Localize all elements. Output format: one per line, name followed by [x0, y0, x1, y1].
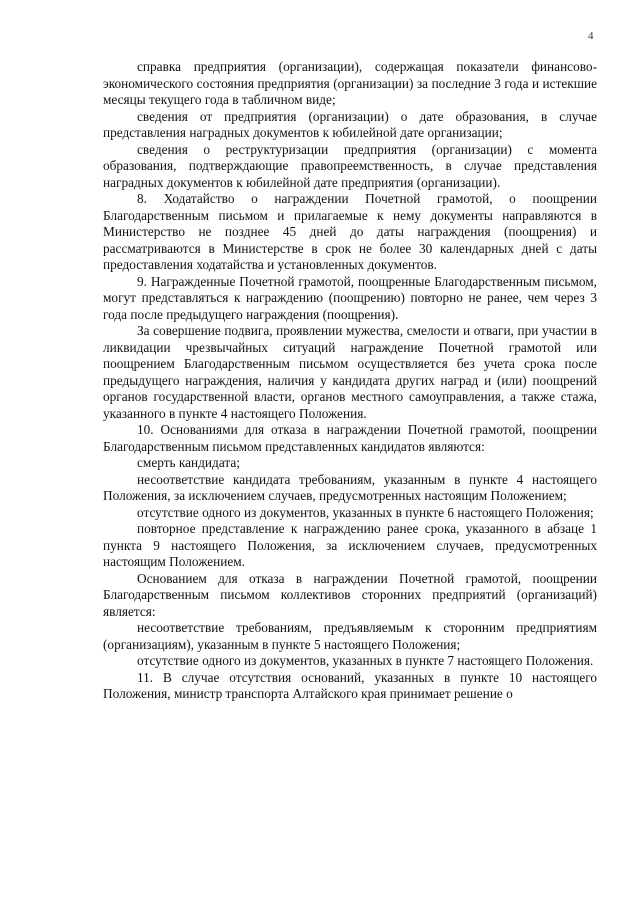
paragraph: отсутствие одного из документов, указанных в пункте 6 настоящего Положения;	[137, 504, 594, 520]
paragraph: 9. Награжденные Почетной грамотой, поощренные Благодарственным письмом, могут представляться к награждению (поощрению) повторно не ранее, чем через 3 года после предыдущего награждения (поощрения).	[103, 273, 597, 322]
paragraph: несоответствие требованиям, предъявляемым к сторонним предприятиям (организациям), указанным в пункте 5 настоящего Положения;	[103, 620, 597, 652]
document-body	[103, 59, 597, 703]
paragraph: сведения от предприятия (организации) о дате образования, в случае представления наградных документов к юбилейной дате организации;	[103, 108, 597, 140]
paragraph: отсутствие одного из документов, указанных в пункте 7 настоящего Положения.	[137, 653, 594, 668]
paragraph: 11. В случае отсутствия оснований, указанных в пункте 10 настоящего Положения, министр транспорта Алтайского края принимает решение о	[103, 669, 597, 701]
paragraph: справка предприятия (организации), содержащая показатели финансово-экономического состояния предприятия (организации) за последние 3 года и истекшие месяцы текущего года в табличном виде;	[103, 59, 597, 107]
paragraph: повторное представление к награждению ранее срока, указанного в абзаце 1 пункта 9 настоящего Положения, за исключением случаев, предусмотренных настоящим Положением.	[103, 521, 597, 569]
page-number: 4	[588, 30, 594, 42]
paragraph: несоответствие кандидата требованиям, указанным в пункте 4 настоящего Положения, за исключением случаев, предусмотренных настоящим Положением;	[103, 471, 597, 503]
paragraph: Основанием для отказа в награждении Почетной грамотой, поощрении Благодарственным письмом коллективов сторонних предприятий (организаций) является:	[103, 570, 597, 619]
paragraph: сведения о реструктуризации предприятия (организации) с момента образования, подтверждающие правопреемственность, в случае представления наградных документов к юбилейной дате предприятия (организации).	[103, 141, 597, 190]
paragraph: 10. Основаниями для отказа в награждении Почетной грамотой, поощрении Благодарственным письмом представленных кандидатов являются:	[103, 422, 597, 454]
paragraph: 8. Ходатайство о награждении Почетной грамотой, о поощрении Благодарственным письмом и прилагаемые к нему документы направляются в Министерство не позднее 45 дней до даты награждения (поощрения) и рассматриваются в Министерстве в срок не более 30 календарных дней с даты предоставления ходатайства и установленных документов.	[103, 191, 597, 272]
paragraph: смерть кандидата;	[137, 455, 240, 470]
paragraph: За совершение подвига, проявлении мужества, смелости и отваги, при участии в ликвидации чрезвычайных ситуаций награждение Почетной грамотой или поощрением Благодарственным письмом осуществляется без учета срока после предыдущего награждения, наличия у кандидата других наград и (или) поощрений органов государственной власти, органов местного самоуправления, а также стажа, указанного в пункте 4 настоящего Положения.	[103, 323, 597, 421]
